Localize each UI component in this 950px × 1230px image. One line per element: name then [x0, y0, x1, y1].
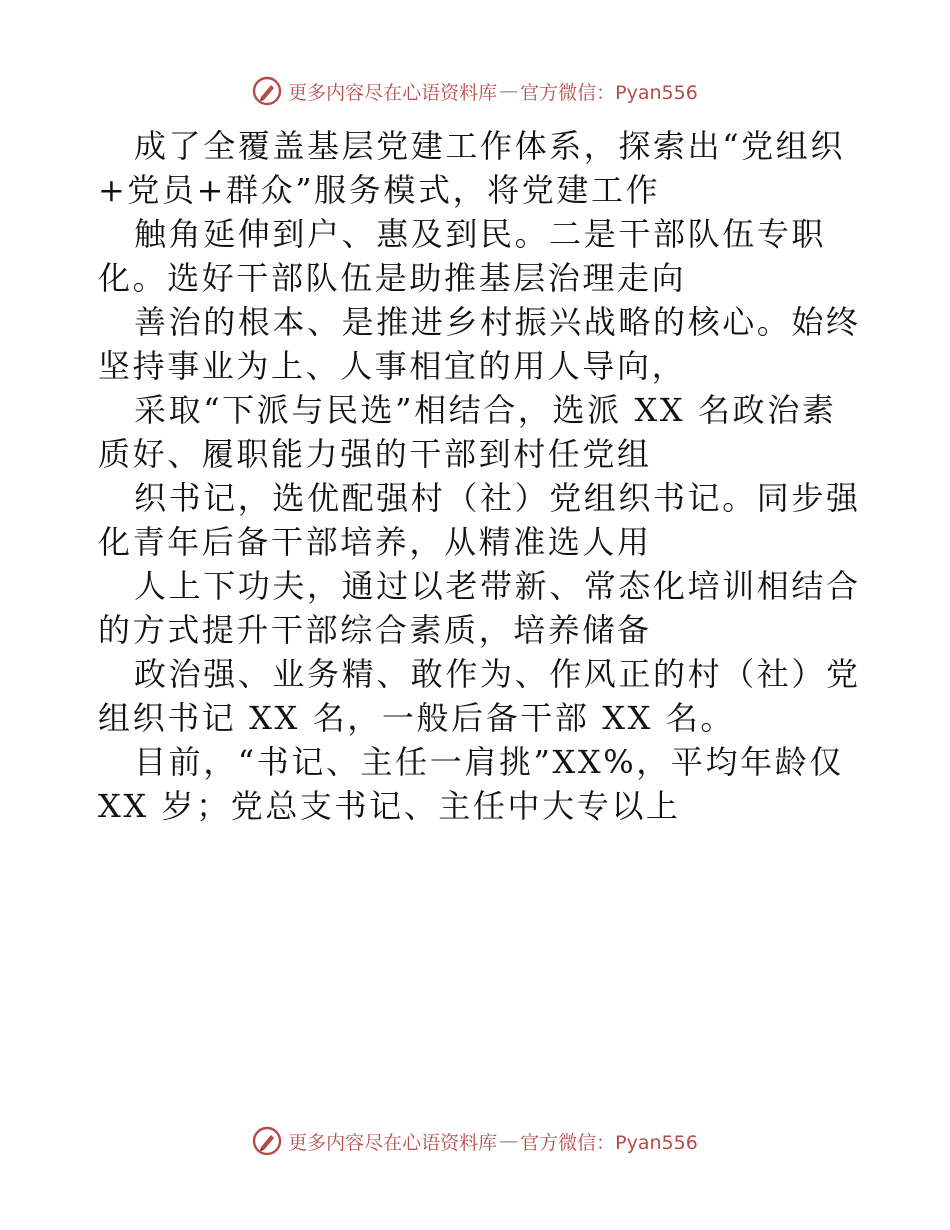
paragraph — [98, 564, 861, 652]
text-line: 触角延伸到户、惠及到民。二是干部队伍专职 — [134, 215, 827, 253]
watermark-separator: — — [499, 80, 519, 102]
text-line: 的方式提升干部综合素质，培养储备 — [98, 611, 652, 649]
text-line: +党员+群众”服务模式，将党建工作 — [98, 171, 661, 209]
watermark-site-text: 更多内容尽在心语资料库 — [288, 1131, 498, 1154]
watermark-wechat-text: 官方微信：Pyan556 — [520, 81, 698, 104]
document-body — [98, 124, 861, 828]
watermark-wechat-text: 官方微信：Pyan556 — [520, 1131, 698, 1154]
watermark-site-text: 更多内容尽在心语资料库 — [288, 81, 498, 104]
text-line: 政治强、业务精、敢作为、作风正的村（社）党 — [134, 655, 861, 693]
text-line: 目前，“书记、主任一肩挑”XX%，平均年龄仅 — [134, 743, 844, 781]
text-line: 成了全覆盖基层党建工作体系，探索出“党组织 — [134, 127, 845, 165]
paragraph — [98, 652, 861, 740]
paragraph — [98, 300, 861, 388]
paragraph — [98, 212, 858, 300]
text-line: 坚持事业为上、人事相宜的用人导向， — [98, 347, 687, 385]
watermark-separator: — — [499, 1130, 519, 1152]
text-line: 化。选好干部队伍是助推基层治理走向 — [98, 259, 687, 297]
text-line: 人上下功夫，通过以老带新、常态化培训相结合 — [134, 567, 861, 605]
paragraph — [98, 388, 858, 476]
text-line: 采取“下派与民选”相结合，选派 XX 名政治素 — [134, 391, 837, 429]
pen-logo-icon — [252, 76, 282, 106]
text-line: 质好、履职能力强的干部到村任党组 — [98, 435, 652, 473]
text-line: 善治的根本、是推进乡村振兴战略的核心。始终 — [134, 303, 861, 341]
header-watermark — [0, 74, 950, 108]
text-line: XX 岁；党总支书记、主任中大专以上 — [98, 787, 681, 825]
text-line: 组织书记 XX 名，一般后备干部 XX 名。 — [98, 699, 736, 737]
text-line: 化青年后备干部培养，从精准选人用 — [98, 523, 652, 561]
text-line: 织书记，选优配强村（社）党组织书记。同步强 — [134, 479, 861, 517]
footer-watermark — [0, 1124, 950, 1158]
paragraph — [98, 476, 861, 564]
pen-logo-icon — [252, 1126, 282, 1156]
paragraph — [98, 124, 858, 212]
paragraph — [98, 740, 858, 828]
